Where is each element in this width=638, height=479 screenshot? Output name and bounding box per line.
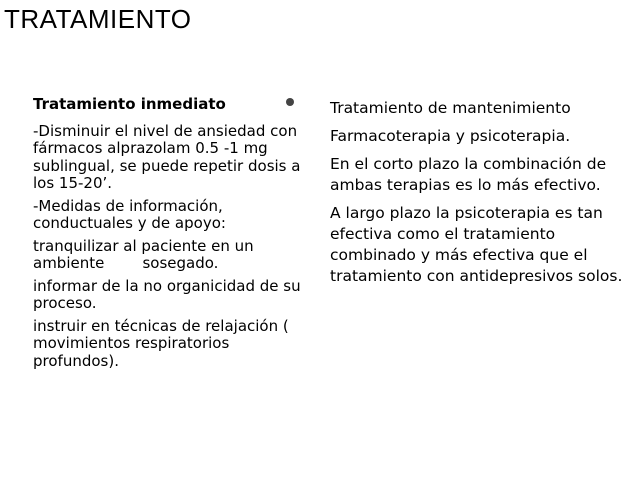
short-term-text: En el corto plazo la combinación de ambas terapias es lo más efectivo. [330, 155, 607, 194]
reassure-patient-text: tranquilizar al paciente en un ambiente sosegado. [33, 236, 259, 272]
maintenance-treatment-heading: Tratamiento de mantenimiento [330, 99, 571, 117]
immediate-treatment-column [33, 96, 311, 375]
relaxation-techniques-text: instruir en técnicas de relajación ( movimientos respiratorios profundos). [33, 316, 289, 370]
immediate-treatment-heading: Tratamiento inmediato [33, 95, 226, 113]
support-measures-text: -Medidas de información, conductuales y de apoyo: [33, 196, 226, 232]
pharmaco-psychotherapy-text: Farmacoterapia y psicoterapia. [330, 127, 571, 145]
bullet-icon [286, 98, 294, 106]
long-term-text: A largo plazo la psicoterapia es tan efectiva como el tratamiento combinado y más efectiva que el tratamiento con antidepresivos solos. [330, 204, 623, 285]
anxiety-medication-text: -Disminuir el nivel de ansiedad con fármacos alprazolam 0.5 -1 mg sublingual, se puede repetir dosis a los 15-20’. [33, 121, 301, 192]
slide-title: TRATAMIENTO [4, 4, 192, 34]
inform-patient-text: informar de la no organicidad de su proceso. [33, 276, 301, 312]
maintenance-treatment-column [330, 98, 630, 294]
